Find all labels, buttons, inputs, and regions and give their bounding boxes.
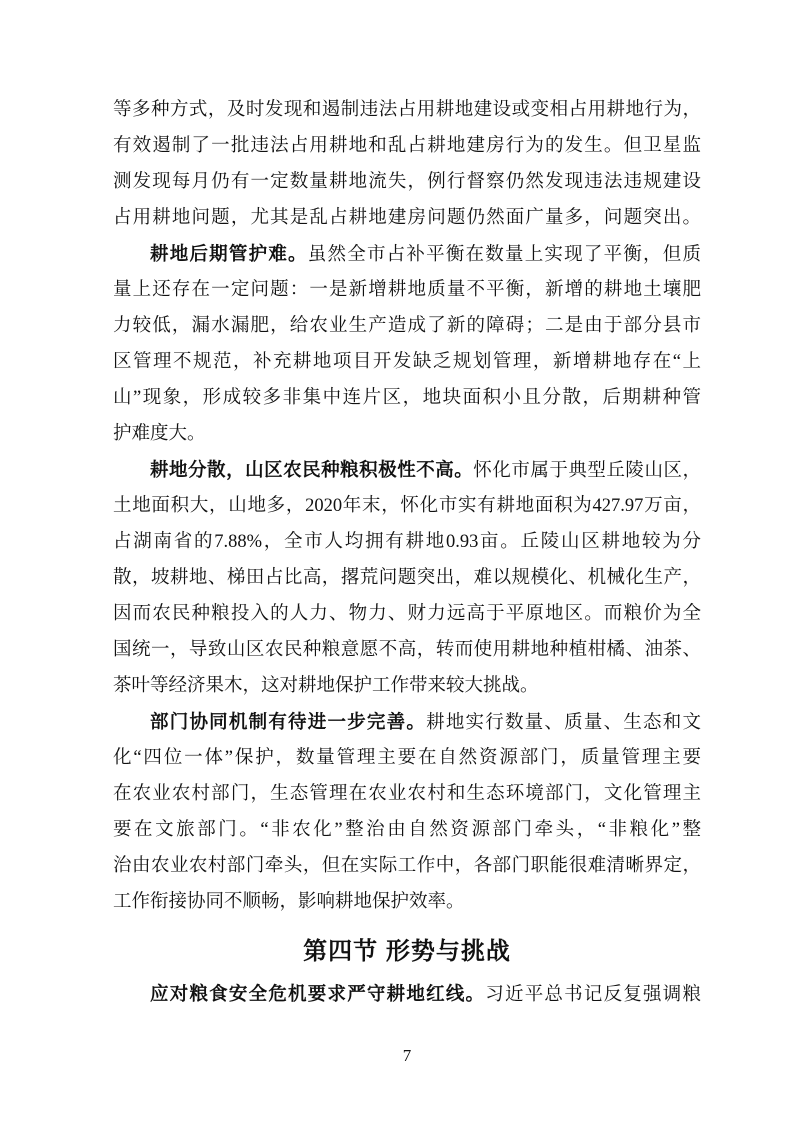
text-line: 量上还存在一定问题：一是新增耕地质量不平衡，新增的耕地土壤肥 bbox=[113, 280, 701, 300]
text-line: 工作衔接协同不顺畅，影响耕地保护效率。 bbox=[113, 892, 465, 912]
text-line: 区管理不规范，补充耕地项目开发缺乏规划管理，新增耕地存在“上 bbox=[113, 352, 701, 372]
text-line: 山”现象，形成较多非集中连片区，地块面积小且分散，后期耕种管 bbox=[113, 388, 701, 408]
text-line bbox=[113, 976, 701, 1012]
text-line: 占湖南省的7.88%，全市人均拥有耕地0.93亩。丘陵山区耕地较为分 bbox=[113, 532, 701, 552]
page-footer bbox=[113, 1046, 701, 1066]
paragraph-text: 习近平总书记反复强调粮 bbox=[485, 985, 701, 1005]
text-line: 测发现每月仍有一定数量耕地流失，例行督察仍然发现违法违规建设 bbox=[113, 172, 701, 192]
text-line: 等多种方式，及时发现和遏制违法占用耕地建设或变相占用耕地行为， bbox=[113, 100, 701, 120]
paragraph-lead: 应对粮食安全危机要求严守耕地红线。 bbox=[150, 983, 486, 1004]
text-line: 力较低，漏水漏肥，给农业生产造成了新的障碍；二是由于部分县市 bbox=[113, 316, 701, 336]
text-line: 化“四位一体”保护，数量管理主要在自然资源部门，质量管理主要 bbox=[113, 748, 701, 768]
paragraph-text: 虽然全市占补平衡在数量上实现了平衡，但质 bbox=[307, 245, 701, 265]
text-line: 因而农民种粮投入的人力、物力、财力远高于平原地区。而粮价为全 bbox=[113, 604, 701, 624]
text-line: 国统一，导致山区农民种粮意愿不高，转而使用耕地种植柑橘、油茶、 bbox=[113, 640, 701, 660]
page-number: 7 bbox=[402, 1046, 412, 1065]
text-line: 有效遏制了一批违法占用耕地和乱占耕地建房行为的发生。但卫星监 bbox=[113, 136, 701, 156]
paragraph bbox=[113, 236, 701, 452]
paragraph-lead: 部门协同机制有待进一步完善。 bbox=[150, 711, 427, 732]
paragraph-text: 怀化市属于典型丘陵山区， bbox=[473, 461, 701, 481]
text-line bbox=[113, 236, 701, 272]
text-line bbox=[113, 704, 701, 740]
text-line bbox=[113, 452, 701, 488]
document-content bbox=[113, 92, 701, 1012]
text-line: 占用耕地问题，尤其是乱占耕地建房问题仍然面广量多，问题突出。 bbox=[113, 208, 701, 228]
text-line: 茶叶等经济果木，这对耕地保护工作带来较大挑战。 bbox=[113, 676, 539, 696]
paragraph-lead: 耕地分散，山区农民种粮积极性不高。 bbox=[150, 459, 474, 480]
paragraph-text: 耕地实行数量、质量、生态和文 bbox=[426, 713, 701, 733]
paragraph bbox=[113, 452, 701, 704]
paragraph bbox=[113, 704, 701, 920]
paragraph bbox=[113, 976, 701, 1012]
text-line: 土地面积大，山地多，2020年末，怀化市实有耕地面积为427.97万亩， bbox=[113, 496, 701, 516]
section-heading: 第四节 形势与挑战 bbox=[303, 938, 511, 965]
paragraph-lead: 耕地后期管护难。 bbox=[150, 243, 308, 264]
text-line: 散，坡耕地、梯田占比高，撂荒问题突出，难以规模化、机械化生产， bbox=[113, 568, 701, 588]
text-line: 治由农业农村部门牵头，但在实际工作中，各部门职能很难清晰界定， bbox=[113, 856, 701, 876]
paragraph bbox=[113, 92, 701, 236]
text-line: 在农业农村部门，生态管理在农业农村和生态环境部门，文化管理主 bbox=[113, 784, 701, 804]
text-line: 要在文旅部门。“非农化”整治由自然资源部门牵头，“非粮化”整 bbox=[113, 820, 701, 840]
text-line: 护难度大。 bbox=[113, 424, 206, 444]
